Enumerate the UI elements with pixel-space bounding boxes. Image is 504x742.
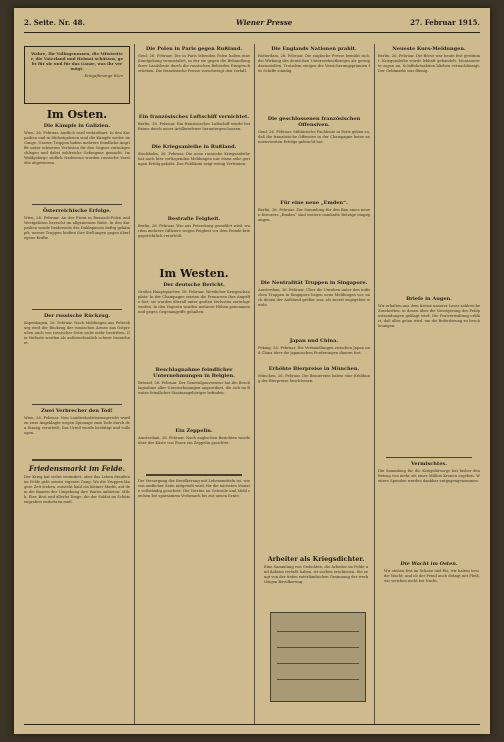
subheading: Für eine neue „Emden“. xyxy=(280,200,348,206)
article-body: Die Versorgung der Bevölkerung mit Lebensmitteln ist, wie von amtlicher Seite mitgeteilt wird, für die nächsten Monate vollständig gesichert. Die Vorräte an Getreide und Mehl reichen bei sparsamem Verbrauch bis zur neuen Ernte. xyxy=(138,479,250,498)
article-body: Brüssel, 26. Februar. Der Generalgouverneur hat die Beschlagnahme aller Unternehmungen angeordnet, die sich im Besitze feindlicher Staatsangehöriger befinden. xyxy=(138,381,250,395)
subheading: Japan und China. xyxy=(289,338,339,344)
article-body: Genf, 26. Februar. Militärische Fachleute in Paris geben zu, daß die französische Offensive in der Champagne keine nennenswerten Erfolge gebracht hat. xyxy=(258,130,370,144)
subheading: Die Neutralität Truppen in Singapore. xyxy=(260,280,368,286)
article-body: Amsterdam, 26. Februar. Nach englischen Berichten wurde über der Küste von Essex ein Zeppelin gesichtet. xyxy=(138,436,250,445)
divider xyxy=(386,457,472,458)
article-body: Genf, 26. Februar. Die in Paris lebenden Polen haben eine Kundgebung veranstaltet, in der sie gegen die Behandlung ihrer Landsleute durch die russischen Behörden Einspruch erheben. Die französische Presse verschweigt den Vorfall. xyxy=(138,54,250,73)
subheading: Briefe in Augen. xyxy=(406,296,452,302)
article-body: Amsterdam, 26. Februar. Über die Unruhen unter den indischen Truppen in Singapore liegen neue Meldungen vor, nach denen der Aufstand größer war, als zuerst zugegeben wurde. xyxy=(258,288,370,307)
article-body: Die Sammlung für die Kriegsfürsorge hat bisher den Betrag von mehr als einer Million Kronen ergeben. Weitere Spenden werden dankbar entgegengenommen. xyxy=(378,469,480,483)
article-body: Berlin, 26. Februar. Ein französisches Luftschiff wurde bei Reims durch unser Artilleriefeuer heruntergeschossen. xyxy=(138,122,250,131)
footer-rule xyxy=(24,724,480,725)
feuilleton-rule xyxy=(32,459,122,461)
page-header xyxy=(24,18,480,30)
section-heading-east: Im Osten. xyxy=(46,108,108,121)
article-body: Berlin, 26. Februar. Die Börse war heute fest gestimmt. Kriegsanleihe wurde lebhaft gehandelt. Montanwerte zogen an, Schiffahrtsaktien blieben vernachlässigt. Der Geldmarkt war flüssig. xyxy=(378,54,480,73)
divider xyxy=(32,404,122,405)
section-heading-west: Im Westen. xyxy=(159,267,229,280)
column-separator xyxy=(254,44,255,724)
subheading: Die Kriegsanleihe in Rußland. xyxy=(151,144,237,150)
poets-article xyxy=(264,553,368,595)
article-body: Berlin, 26. Februar. Zur Sammlung für den Bau eines neuen Kreuzers „Emden“ sind weitere namhafte Beträge eingegangen. xyxy=(258,208,370,222)
subheading: Die geschlossenen französischen Offensiven. xyxy=(267,116,361,128)
divider xyxy=(32,309,122,310)
article-body: Großes Hauptquartier, 26. Februar. Westlicher Kriegsschauplatz: In der Champagne setzten die Franzosen ihre Angriffe fort; sie wurden überall unter großen Verlusten zurückgeworfen. In den Vogesen wurden mehrere Höhen genommen und gegen Gegenangriffe gehalten. xyxy=(138,290,250,314)
article-body: Wir erhalten aus dem Kreise unserer Leser zahlreiche Zuschriften, in denen über die Verzögerung der Feldpostsendungen geklagt wird. Die Postverwaltung erklärt, daß alles getan wird, um die Beförderung zu beschleunigen. xyxy=(378,304,480,328)
paper-title: Wiener Presse xyxy=(236,18,293,27)
column-1 xyxy=(24,44,130,724)
subheading: Die Englands Nationen prahlt. xyxy=(271,46,357,52)
page-number: 2. Seite. Nr. 48. xyxy=(24,18,85,27)
illustration xyxy=(270,612,366,702)
column-2 xyxy=(138,44,250,724)
article-body: Kopenhagen, 26. Februar. Nach Meldungen aus Petersburg wird der Rückzug der russischen Armee aus Ostpreußen auch von russischer Seite nicht mehr bestritten. Die Verluste werden als außerordentlich schwer bezeichnet. xyxy=(24,321,130,345)
subheading: Bestrafte Feigheit. xyxy=(167,216,221,222)
article-body: Rotterdam, 26. Februar. Die englische Presse bemüht sich, die Wirkung des deutschen Unterseebootkrieges als gering darzustellen. Trotzdem steigen die Versicherungsprämien für Schiffe ständig. xyxy=(258,54,370,73)
column-separator xyxy=(134,44,135,724)
article-body: Eine Sammlung von Gedichten, die Arbeiter im Felde und daheim verfaßt haben, ist soeben erschienen. Sie zeugt von der tiefen vaterländischen Gesinnung der werktätigen Bevölkerung. xyxy=(264,565,368,584)
divider xyxy=(32,204,122,205)
article-body: München, 26. Februar. Die Brauereien haben eine Erhöhung der Bierpreise beschlossen. xyxy=(258,374,370,383)
subheading: Vermischtes. xyxy=(411,461,447,467)
subheading: Beschlagnahme feindlicher Unternehmungen in Belgien. xyxy=(153,367,235,379)
article-body: Berlin, 26. Februar. Wie aus Petersburg gemeldet wird, wurden mehrere Offiziere wegen Feigheit vor dem Feinde kriegsgerichtlich verurteilt. xyxy=(138,224,250,238)
article-body: Wien, 26. Februar. Amtlich wird verlautbart: In den Karpathen und in Südostgalizien sind die Kämpfe weiter im Gange. Unsere Truppen haben mehrere feindliche Angriffe unter schweren Verlusten für den Gegner zurückgeschlagen und dabei zahlreiche Gefangene gemacht. Im Waldgebirge südlich Nadworna wurden russische Vorstöße abgewiesen. xyxy=(24,131,130,165)
subheading: Erhöhte Bierpreise in München. xyxy=(268,366,360,372)
article-title: Arbeiter als Kriegsdichter. xyxy=(267,555,365,563)
subheading: Zwei Verbrecher den Tod! xyxy=(41,408,113,414)
article-body: Stockholm, 26. Februar. Die neue russische Kriegsanleihe hat nach hier vorliegenden Meldungen nur einen sehr geringen Erfolg gehabt. Das Publikum zeigt wenig Vertrauen. xyxy=(138,152,250,166)
subheading: Ein Zeppelin. xyxy=(175,428,213,434)
feuilleton-body: Der Krieg hat vieles verändert, aber das Leben draußen im Felde geht seinen eigenen Gang. Wo die Truppen längere Zeit stehen, entsteht bald ein kleiner Markt, auf dem die Bauern der Umgebung ihre Waren anbieten: Milch, Eier, Brot und allerlei Dinge, die der Soldat im Schützengraben entbehren muß. xyxy=(24,475,130,504)
notice-signature: Kriegsfürsorge Wien xyxy=(84,74,123,78)
article-body: Peking, 26. Februar. Die Verhandlungen zwischen Japan und China über die japanischen Forderungen dauern fort. xyxy=(258,346,370,355)
divider xyxy=(146,474,242,476)
subheading: Ein französisches Luftschiff vernichtet. xyxy=(138,114,250,120)
feuilleton-title: Friedensmarkt im Felde. xyxy=(28,464,126,473)
subheading: Neueste Kurs-Meldungen. xyxy=(392,46,466,52)
column-4 xyxy=(378,44,480,724)
column-separator xyxy=(374,44,375,724)
subheading: Der russische Rückzug. xyxy=(43,313,111,319)
notice-box xyxy=(24,46,130,104)
subheading: Die Polen in Paris gegen Rußland. xyxy=(145,46,243,52)
poem-body: Wir stehen fest im Schnee und Eis, wir halten treu die Wacht; und ob der Feind auch drängt mit Fleiß, wir weichen nicht bei Nacht. xyxy=(384,569,480,583)
notice-text: Wahre, Ihr Volksgenossen, die Mitstreiter, die Vaterland und Heimat schützen, gebt für sie und für das Ganze, was ihr vermögt. xyxy=(31,51,123,71)
subheading: Der deutsche Bericht. xyxy=(163,282,225,288)
subheading: Die Kämpfe in Galizien. xyxy=(43,123,111,129)
issue-date: 27. Februar 1915. xyxy=(410,18,480,27)
header-rule xyxy=(24,32,480,33)
article-body: Wien, 26. Februar. An der Front in Russisch-Polen und Westgalizien herrscht im allgemeinen Ruhe. In den Karpathen wurde beiderseits des Duklapasses heftig gekämpft; unsere Truppen hielten ihre Stellungen gegen überlegene Kräfte. xyxy=(24,216,130,240)
poem-title: Die Wacht im Osten. xyxy=(400,561,458,567)
newspaper-page xyxy=(14,8,490,734)
subheading: Österreichische Erfolge. xyxy=(42,208,112,214)
article-body: Wien, 26. Februar. Vom Landwehrdivisionsgericht wurden zwei Angeklagte wegen Spionage zum Tode durch den Strang verurteilt. Das Urteil wurde bestätigt und vollzogen. xyxy=(24,416,130,435)
